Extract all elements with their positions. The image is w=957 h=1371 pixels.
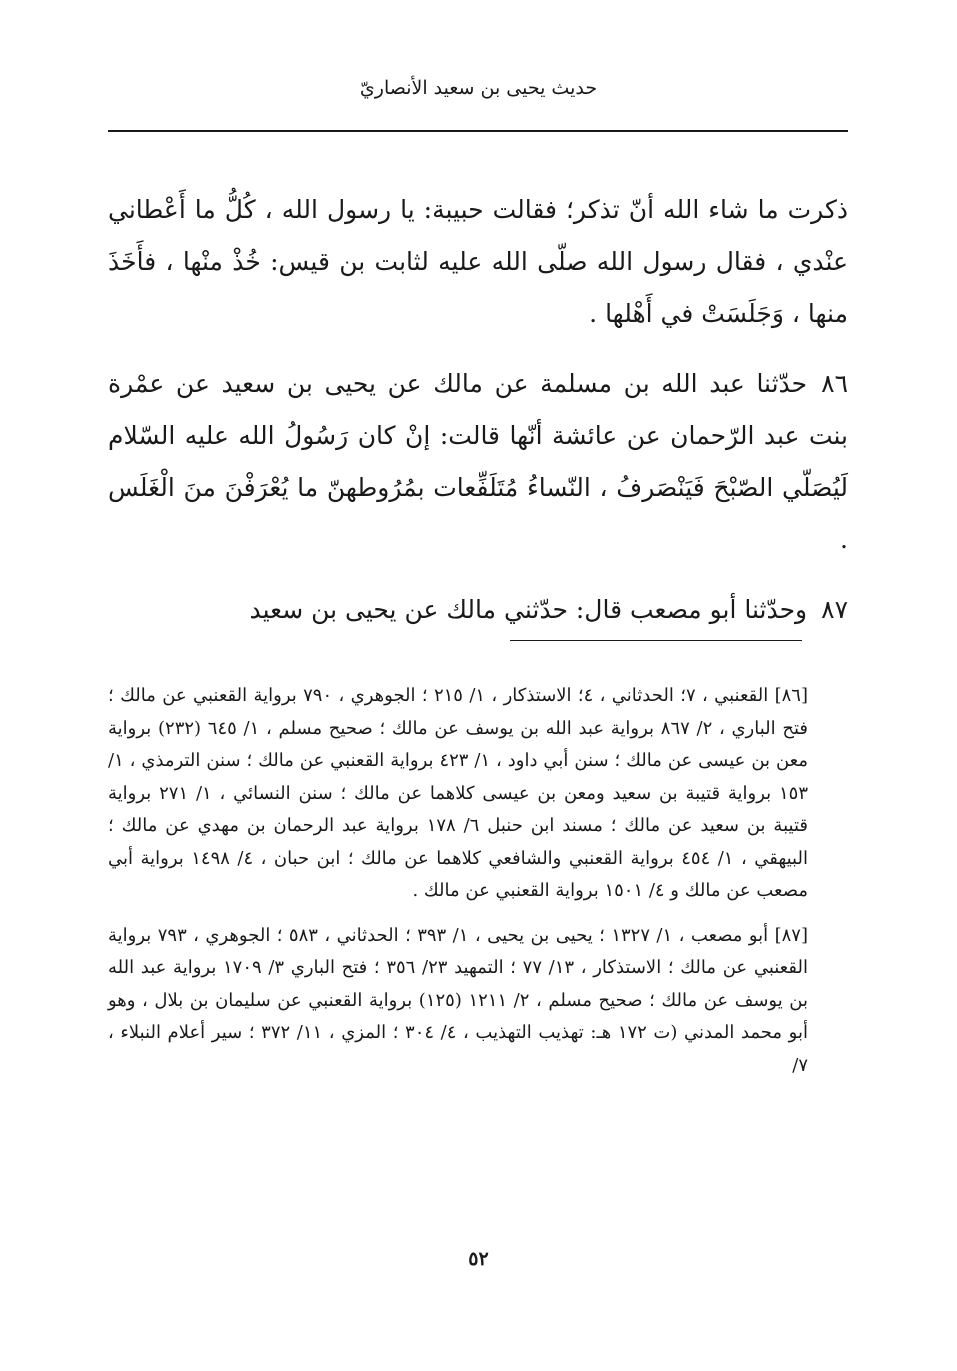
footnotes	[108, 680, 808, 1082]
hadith-87-number: ٨٧	[821, 595, 848, 624]
hadith-87-text: وحدّثنا أبو مصعب قال: حدّثني مالك عن يحيى بن سعيد	[249, 595, 808, 624]
footnote-87: [٨٧] أبو مصعب ، ١/ ١٣٢٧ ؛ يحيى بن يحيى ، ١/ ٣٩٣ ؛ الحدثاني ، ٥٨٣ ؛ الجوهري ، ٧٩٣ برواية القعنبي عن مالك ؛ الاستذكار ، ١٣/ ٧٧ ؛ التمهيد ٢٣/ ٣٥٦ ؛ فتح الباري ٣/ ١٧٠٩ برواية عبد الله بن يوسف عن مالك ؛ صحيح مسلم ، ٢/ ١٢١١ (١٢٥) برواية القعنبي عن سليمان بن بلال ، وهو أبو محمد المدني (ت ١٧٢ هـ: تهذيب التهذيب ، ٤/ ٣٠٤ ؛ المزي ، ١١/ ٣٧٢ ؛ سير أعلام النبلاء ، ٧/	[108, 924, 809, 1076]
footnote-86: [٨٦] القعنبي ، ٧؛ الحدثاني ، ٤؛ الاستذكار ، ١/ ٢١٥ ؛ الجوهري ، ٧٩٠ برواية القعنبي عن مالك ؛ فتح الباري ، ٢/ ٨٦٧ برواية عبد الله بن يوسف عن مالك ؛ صحيح مسلم ، ١/ ٦٤٥ (٢٣٢) برواية معن بن عيسى عن مالك ؛ سنن أبي داود ، ١/ ٤٢٣ برواية القعنبي عن مالك ؛ سنن الترمذي ، ١/ ١٥٣ برواية قتيبة بن سعيد ومعن بن عيسى كلاهما عن مالك ؛ سنن النسائي ، ١/ ٢٧١ برواية قتيبة بن سعيد عن مالك ؛ مسند ابن حنبل ٦/ ١٧٨ برواية عبد الرحمان بن مهدي عن مالك ؛ البيهقي ، ١/ ٤٥٤ برواية القعنبي والشافعي كلاهما عن مالك ؛ ابن حبان ، ٤/ ١٤٩٨ برواية أبي مصعب عن مالك و ٤/ ١٥٠١ برواية القعنبي عن مالك .	[108, 685, 809, 901]
main-text	[108, 184, 848, 636]
header-rule	[108, 130, 848, 132]
page-number: ٥٢	[468, 1248, 489, 1270]
hadith-86-text: حدّثنا عبد الله بن مسلمة عن مالك عن يحيى بن سعيد عن عمْرة بنت عبد الرّحمان عن عائشة أنّها قالت: إنْ كان رَسُولُ الله عليه السّلام لَيُصَلّي الصّبْحَ فَيَنْصَرفُ ، النّساءُ مُتَلَفِّعات بمُرُوطهنّ ما يُعْرَفْنَ منَ الْغَلَس .	[108, 369, 848, 554]
running-header: حديث يحيى بن سعيد الأنصاريّ	[359, 77, 598, 99]
footnote-rule	[510, 640, 802, 641]
continuation-paragraph: ذكرت ما شاء الله أنّ تذكر؛ فقالت حبيبة: يا رسول الله ، كُلُّ ما أَعْطاني عنْدي ، فقال رسول الله صلّى الله عليه لثابت بن قيس: خُذْ منْها ، فأَخَذَ منها ، وَجَلَسَتْ في أَهْلها .	[108, 195, 848, 328]
hadith-86-number: ٨٦	[821, 369, 848, 398]
hadith-86-paragraph	[108, 358, 848, 566]
hadith-87-paragraph	[108, 584, 848, 636]
